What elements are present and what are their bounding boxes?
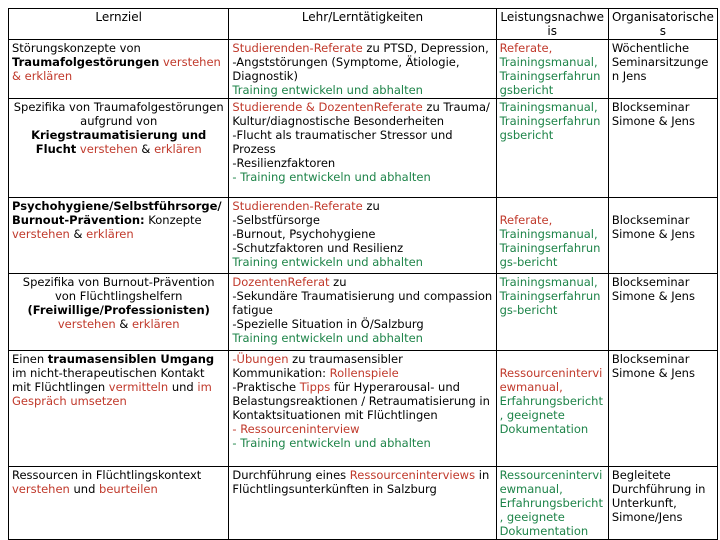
leistungsnachweis-cell: Referate, Trainingsmanual, Trainingserfahrungs-bericht [496, 198, 608, 274]
lernziel-cell: Spezifika von Burnout-Prävention von Flüchtlingshelfern (Freiwillige/Professionisten) verstehen & erklären [9, 274, 229, 351]
taetigkeiten-cell: Studierenden-Referate zu PTSD, Depression, -Angststörungen (Symptome, Ätiologie, Diagnostik) Training entwickeln und abhalten [229, 40, 496, 99]
table-row [9, 198, 718, 274]
curriculum-table [8, 8, 718, 540]
table-row [9, 99, 718, 198]
organisatorisches-cell: Blockseminar Simone & Jens [608, 198, 717, 274]
taetigkeiten-cell: Studierenden-Referate zu -Selbstfürsorge -Burnout, Psychohygiene -Schutzfaktoren und Resilienz Training entwickeln und abhalten [229, 198, 496, 274]
taetigkeiten-cell: Studierende & DozentenReferate zu Trauma/ Kultur/diagnostische Besonderheiten -Flucht als traumatischer Stressor und Prozess -Resilienzfaktoren - Training entwickeln und abhalten [229, 99, 496, 198]
table-row [9, 274, 718, 351]
taetigkeiten-cell: DozentenReferat zu -Sekundäre Traumatisierung und compassion fatigue -Spezielle Situation in Ö/Salzburg Training entwickeln und abhalten [229, 274, 496, 351]
lernziel-cell: Spezifika von Traumafolgestörungen aufgrund von Kriegstraumatisierung und Flucht verstehen & erklären [9, 99, 229, 198]
organisatorisches-cell: Begleitete Durchführung in Unterkunft, Simone/Jens [608, 467, 717, 540]
header-organisatorisches: Organisatorisches [608, 9, 717, 40]
lernziel-cell: Störungskonzepte von Traumafolgestörungen verstehen & erklären [9, 40, 229, 99]
header-lehr-lerntaetigkeiten: Lehr/Lerntätigkeiten [229, 9, 496, 40]
taetigkeiten-cell: Durchführung eines Ressourceninterviews in Flüchtlingsunterkünften in Salzburg [229, 467, 496, 540]
organisatorisches-cell: Wöchentliche Seminarsitzungen Jens [608, 40, 717, 99]
table-row [9, 467, 718, 540]
table-row [9, 351, 718, 467]
leistungsnachweis-cell: Trainingsmanual, Trainingserfahrungs-bericht [496, 274, 608, 351]
header-leistungsnachweis: Leistungsnachweis [496, 9, 608, 40]
organisatorisches-cell: Blockseminar Simone & Jens [608, 274, 717, 351]
leistungsnachweis-cell: Ressourceninterviewmanual, Erfahrungsbericht, geeignete Dokumentation [496, 467, 608, 540]
lernziel-cell: Einen traumasensiblen Umgang im nicht-therapeutischen Kontakt mit Flüchtlingen vermitteln und im Gespräch umsetzen [9, 351, 229, 467]
organisatorisches-cell: Blockseminar Simone & Jens [608, 351, 717, 467]
lernziel-cell: Ressourcen in Flüchtlingskontext verstehen und beurteilen [9, 467, 229, 540]
lernziel-cell: Psychohygiene/Selbstführsorge/Burnout-Prävention: Konzepte verstehen & erklären [9, 198, 229, 274]
taetigkeiten-cell: -Übungen zu traumasensibler Kommunikation: Rollenspiele -Praktische Tipps für Hyperarousal- und Belastungsreaktionen / Retraumatisierung in Kontaktsituationen mit Flüchtlingen - Ressourceninterview - Training entwickeln und abhalten [229, 351, 496, 467]
table-row [9, 40, 718, 99]
organisatorisches-cell: Blockseminar Simone & Jens [608, 99, 717, 198]
leistungsnachweis-cell: Trainingsmanual, Trainingserfahrungsbericht [496, 99, 608, 198]
header-row [9, 9, 718, 40]
leistungsnachweis-cell: Referate, Trainingsmanual, Trainingserfahrungsbericht [496, 40, 608, 99]
header-lernziel: Lernziel [9, 9, 229, 40]
leistungsnachweis-cell: Ressourceninterviewmanual, Erfahrungsbericht, geeignete Dokumentation [496, 351, 608, 467]
